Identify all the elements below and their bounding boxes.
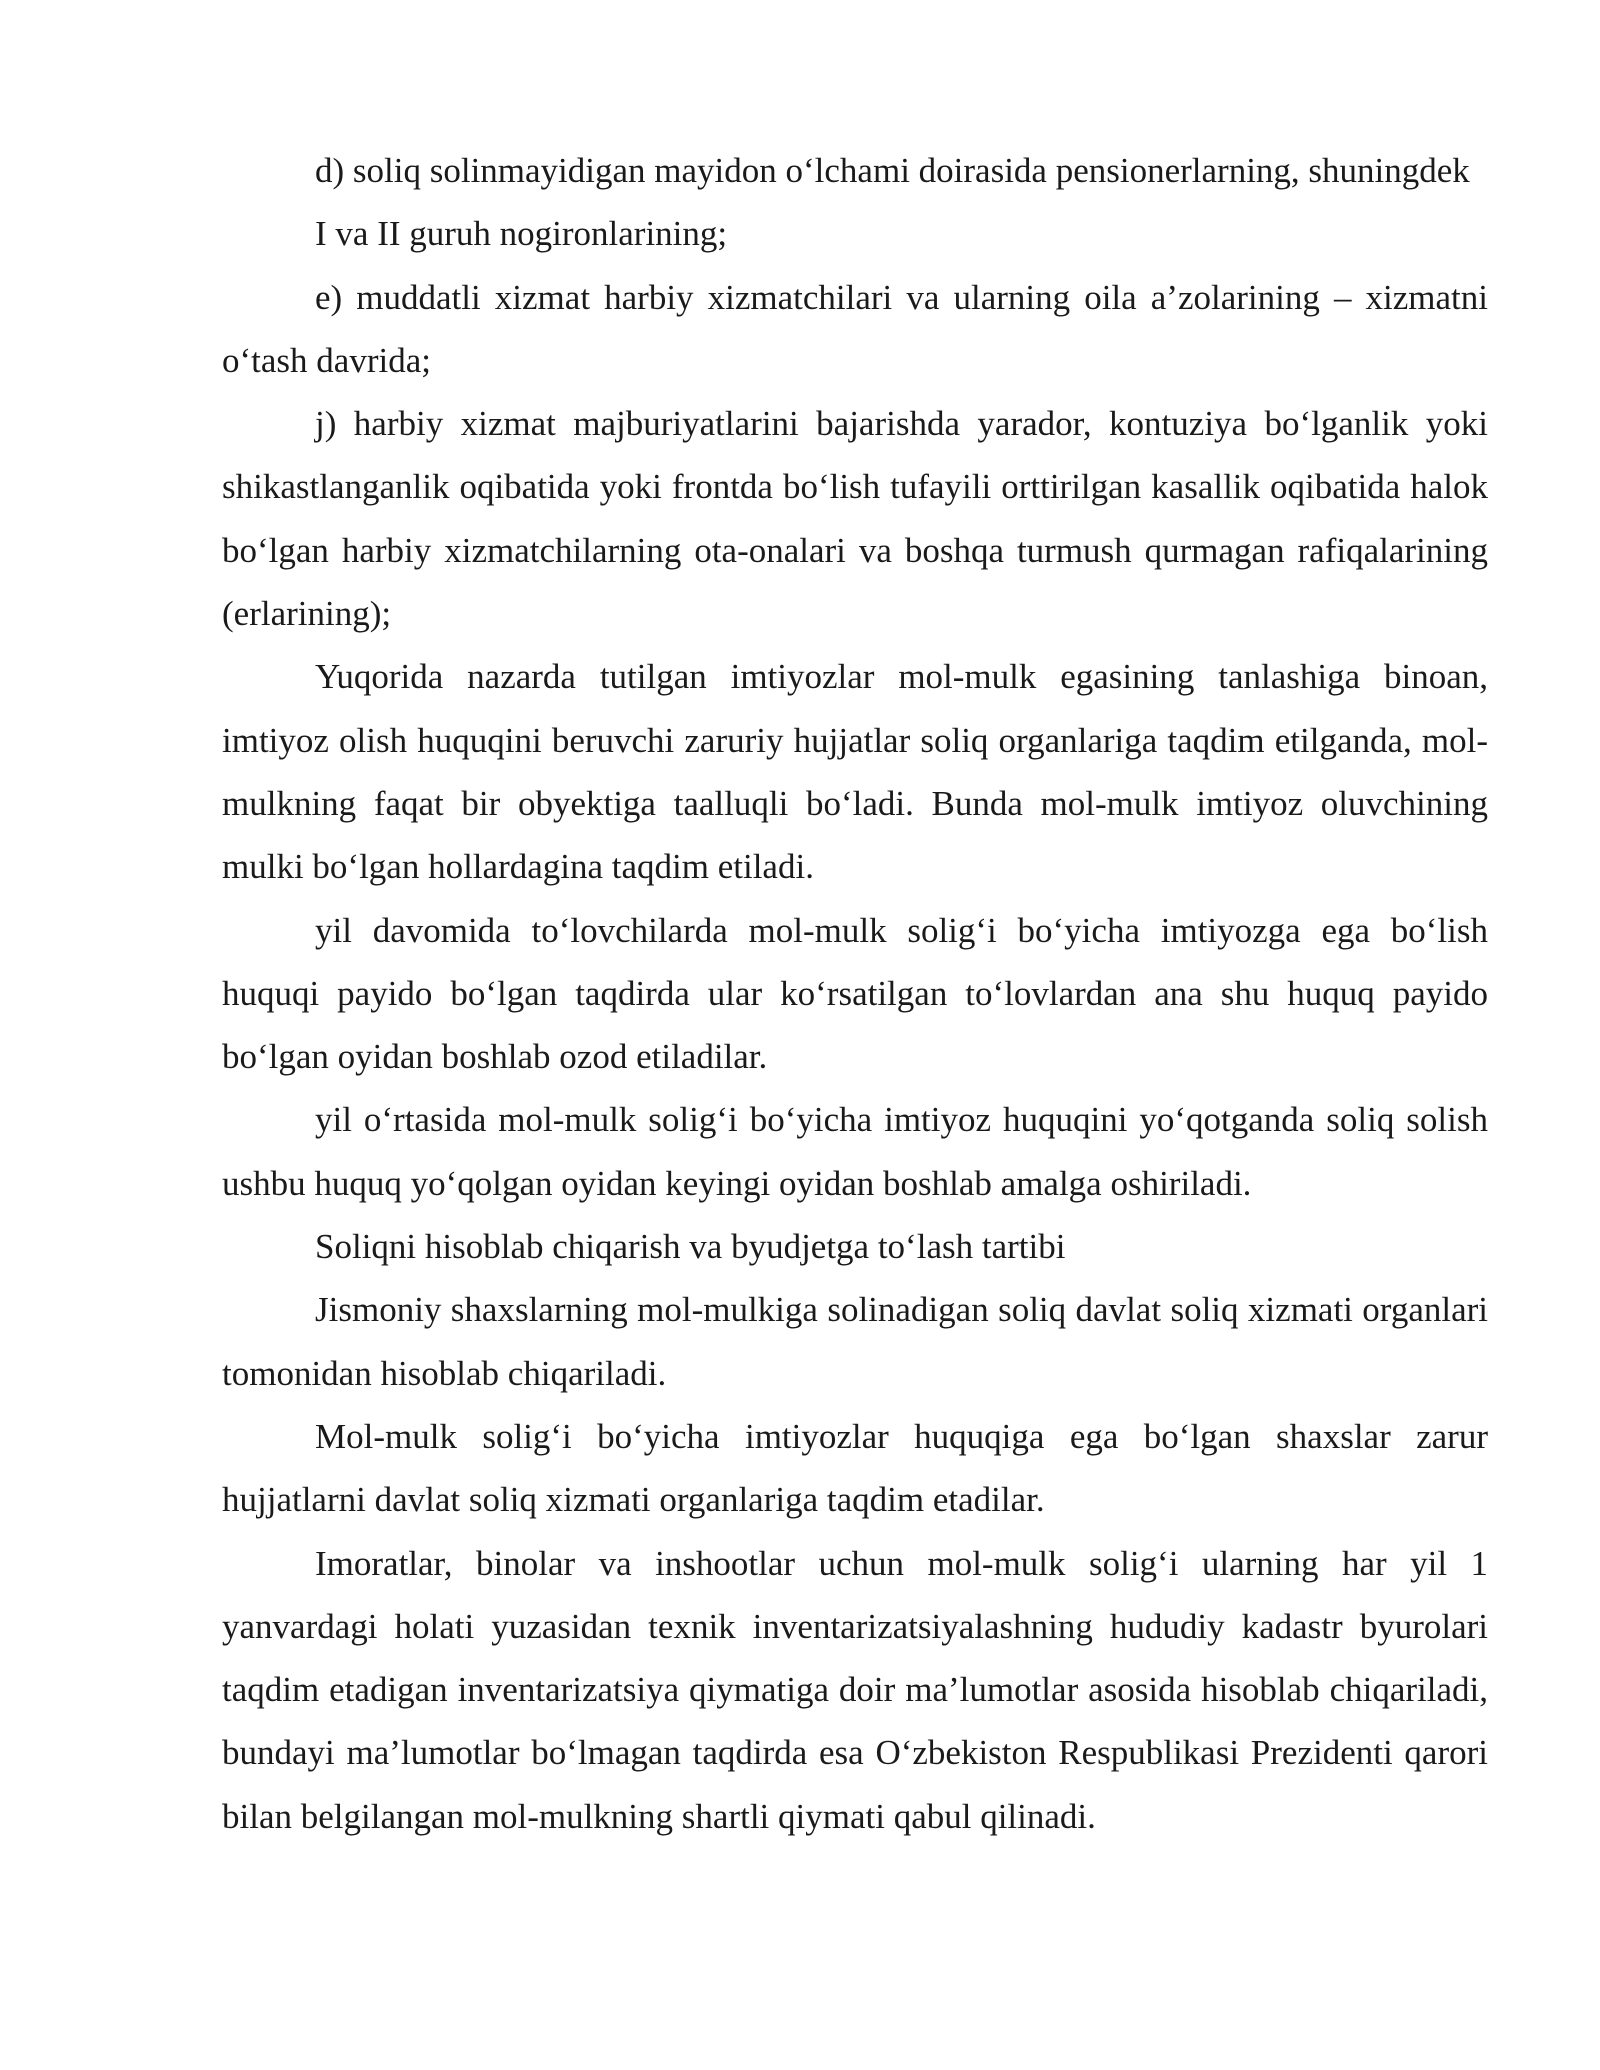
paragraph-exemption-start: yil davomida to‘lovchilarda mol-mulk solig‘i bo‘yicha imtiyozga ega bo‘lish huquqi payido bo‘lgan taqdirda ular ko‘rsatilgan to‘lovlardan ana shu huquq payido bo‘lgan oyidan boshlab ozod etiladilar. [222,910,1488,1077]
paragraph-exemption-d: d) soliq solinmayidigan mayidon o‘lchami doirasida pensionerlarning, shuningdek [315,151,1470,190]
paragraph-valuation-basis: Imoratlar, binolar va inshootlar uchun mol-mulk solig‘i ularning har yil 1 yanvardagi holati yuzasidan texnik inventarizatsiyalashning hududiy kadastr byurolari taqdim etadigan inventarizatsiya qiymatiga doir ma’lumotlar asosida hisoblab chiqariladi, bundayi ma’lumotlar bo‘lmagan taqdirda esa O‘zbekiston Respublikasi Prezidenti qarori bilan belgilangan mol-mulkning shartli qiymati qabul qilinadi. [222,1543,1488,1836]
section-heading: Soliqni hisoblab chiqarish va byudjetga to‘lash tartibi [315,1227,1066,1267]
paragraph-exemption-loss: yil o‘rtasida mol-mulk solig‘i bo‘yicha imtiyoz huquqini yo‘qotganda soliq solish ushbu huquq yo‘qolgan oyidan keyingi oyidan boshlab amalga oshiriladi. [222,1100,1488,1203]
paragraph-documents-submission: Mol-mulk solig‘i bo‘yicha imtiyozlar huquqiga ega bo‘lgan shaxslar zarur hujjatlarni davlat soliq xizmati organlariga taqdim etadilar. [222,1416,1488,1520]
paragraph-exemption-e: e) muddatli xizmat harbiy xizmatchilari va ularning oila a’zolarining – xizmatni o‘tash davrida; [222,277,1488,380]
paragraph-disability-groups: I va II guruh nogironlarining; [315,214,728,254]
paragraph-exemption-j: j) harbiy xizmat majburiyatlarini bajarishda yarador, kontuziya bo‘lganlik yoki shikastlanganlik oqibatida yoki frontda bo‘lish tufayili orttirilgan kasallik oqibatida halok bo‘lgan harbiy xizmatchilarning ota-onalari va boshqa turmush qurmagan rafiqalarining (erlarining); [222,404,1488,634]
paragraph-exemption-scope: Yuqorida nazarda tutilgan imtiyozlar mol-mulk egasining tanlashiga binoan, imtiyoz olish huquqini beruvchi zaruriy hujjatlar soliq organlariga taqdim etilganda, mol-mulkning faqat bir obyektiga taalluqli bo‘ladi. Bunda mol-mulk imtiyoz oluvchining mulki bo‘lgan hollardagina taqdim etiladi. [222,657,1488,887]
document-page [222,139,1488,1848]
paragraph-tax-calculation: Jismoniy shaxslarning mol-mulkiga solinadigan soliq davlat soliq xizmati organlari tomonidan hisoblab chiqariladi. [222,1290,1488,1393]
